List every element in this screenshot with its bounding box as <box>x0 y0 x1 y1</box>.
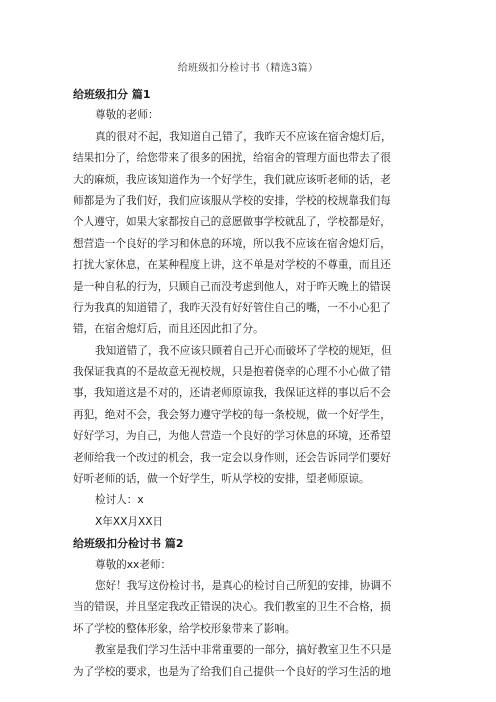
text-line: 错，在宿舍熄灯后，而且还因此扣了分。 <box>73 323 264 336</box>
text-line: 想营造一个良好的学习和休息的环境，所以我不应该在宿舍熄灯后， <box>73 237 391 250</box>
text-line: 行为我真的知道错了，我昨天没有好好管住自己的嘴，一不小心犯了 <box>73 301 391 314</box>
text-line: 结果扣分了，给您带来了很多的困扰，给宿舍的管理方面也带去了很 <box>73 152 391 165</box>
text-line: 老师给我一个改过的机会，我一定会以身作则，还会告诉同学们要好 <box>73 451 391 464</box>
text-line: 您好！我写这份检讨书，是真心的检讨自己所犯的安排，协调不 <box>95 579 392 592</box>
section-1-signature: 检讨人：x <box>95 494 144 507</box>
section-1-date: X年XX月XX日 <box>95 515 164 528</box>
text-line: 我知道错了，我不应该只顾着自己开心而破坏了学校的规矩，但 <box>95 344 392 357</box>
section-2-heading: 给班级扣分检讨书 篇2 <box>73 537 184 551</box>
text-line: 打扰大家休息，在某种程度上讲，这不单是对学校的不尊重，而且还 <box>73 259 391 272</box>
text-line: 事，我知道这是不对的，还请老师原谅我，我保证这样的事以后不会 <box>73 387 391 400</box>
text-line: 教室是我们学习生活中非常重要的一部分，搞好教室卫生不只是 <box>95 644 392 657</box>
text-line: 再犯，绝对不会，我会努力遵守学校的每一条校规，做一个好学生， <box>73 408 391 421</box>
text-line: 好听老师的话，做一个好学生，听从学校的安排，望老师原谅。 <box>73 473 370 486</box>
text-line: 为了学校的要求，也是为了给我们自己提供一个良好的学习生活的地 <box>73 665 391 678</box>
document-body <box>73 84 425 683</box>
section-1-heading: 给班级扣分 篇1 <box>73 88 151 101</box>
section-1-paragraph-2 <box>73 341 425 491</box>
text-line: 大的麻烦，我应该知道作为一个好学生，我们就应该听老师的话，老 <box>73 173 391 186</box>
text-line: 个人遵守，如果大家都按自己的意愿做事学校就乱了，学校都是好， <box>73 216 391 229</box>
text-line: 师都是为了我们好，我们应该服从学校的安排，学校的校规靠我们每 <box>73 194 391 207</box>
section-1-greeting: 尊敬的老师： <box>95 109 159 122</box>
section-2-paragraph-1 <box>73 576 425 640</box>
text-line: 好好学习，为自己，为他人营造一个良好的学习休息的环境，还希望 <box>73 430 391 443</box>
text-line: 坏了学校的整体形象，给学校形象带来了影响。 <box>73 622 296 635</box>
section-2-paragraph-2 <box>73 640 425 683</box>
text-line: 真的很对不起，我知道自己错了，我昨天不应该在宿舍熄灯后， <box>95 130 392 143</box>
text-line: 是一种自私的行为，只顾自己而没考虑到他人，对于昨天晚上的错误 <box>73 280 391 293</box>
section-2-greeting: 尊敬的xx老师： <box>95 558 172 571</box>
section-1-paragraph-1 <box>73 127 425 341</box>
text-line: 我保证我真的不是故意无视校规，只是抱着侥幸的心理不小心做了错 <box>73 366 391 379</box>
text-line: 当的错误，并且坚定我改正错误的决心。我们教室的卫生不合格，损 <box>73 601 391 614</box>
document-title: 给班级扣分检讨书（精选3篇） <box>177 63 319 74</box>
